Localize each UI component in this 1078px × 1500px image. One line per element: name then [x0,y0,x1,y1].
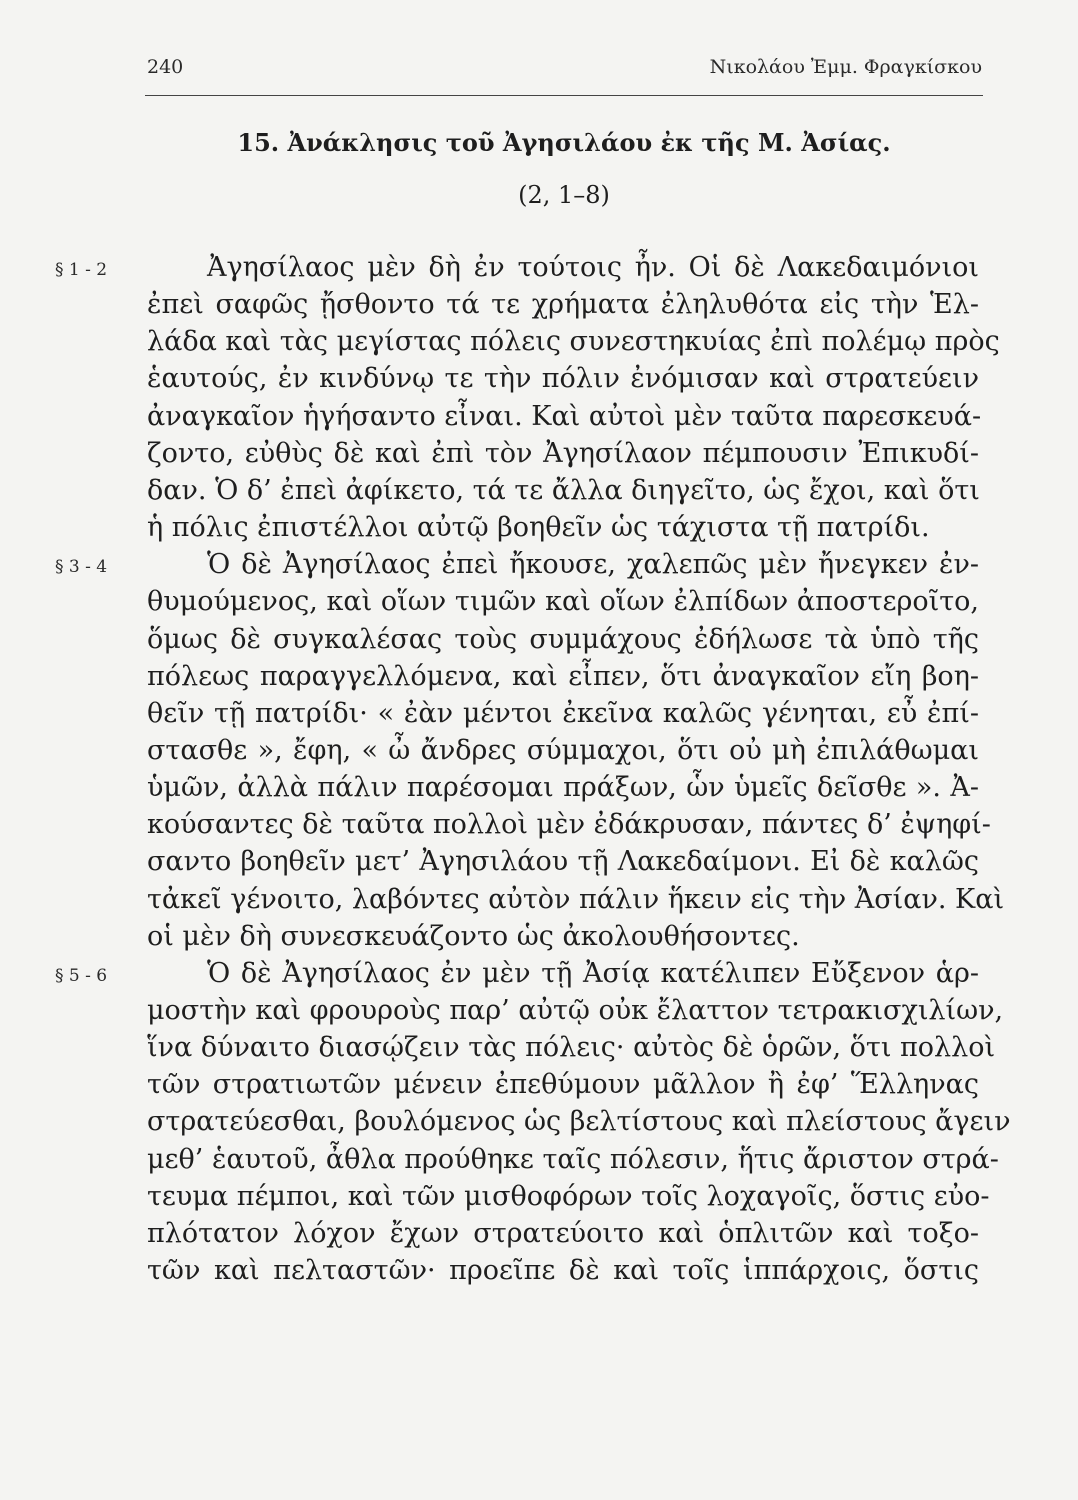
text-line: Ὁ δὲ Ἀγησίλαος ἐν μὲν τῇ Ἀσίᾳ κατέλιπεν Εὔξενον ἁρ- [207,957,979,989]
text-line: ἑαυτούς, ἐν κινδύνῳ τε τὴν πόλιν ἐνόμισαν καὶ στρατεύειν [147,363,979,395]
text-line: σαντο βοηθεῖν μετ’ Ἀγησιλάου τῇ Λακεδαίμονι. Εἰ δὲ καλῶς [147,846,979,878]
text-line: στασθε », ἔφη, « ὦ ἄνδρες σύμμαχοι, ὅτι οὐ μὴ ἐπιλάθωμαι [147,734,979,766]
text-line: τῶν στρατιωτῶν μένειν ἐπεθύμουν μᾶλλον ἢ ἐφ’ Ἕλληνας [147,1069,979,1101]
text-line: Ὁ δὲ Ἀγησίλαος ἐπεὶ ἤκουσε, χαλεπῶς μὲν ἤνεγκεν ἐν- [207,549,979,581]
text-line: τευμα πέμποι, καὶ τῶν μισθοφόρων τοῖς λοχαγοῖς, ὅστις εὐο- [147,1180,990,1212]
text-line: μοστὴν καὶ φρουροὺς παρ’ αὐτῷ οὐκ ἔλαττον τετρακισχιλίων, [147,995,1004,1026]
text-line: θυμούμενος, καὶ οἵων τιμῶν καὶ οἵων ἐλπίδων ἀποστεροῖτο, [147,586,979,618]
text-line: ἐπεὶ σαφῶς ᾔσθοντο τά τε χρήματα ἐληλυθότα εἰς τὴν Ἑλ- [147,289,979,321]
text-line: θεῖν τῇ πατρίδι· « ἐὰν μέντοι ἐκεῖνα καλῶς γένηται, εὖ ἐπί- [147,697,979,729]
text-line: κούσαντες δὲ ταῦτα πολλοὶ μὲν ἐδάκρυσαν, πάντες δ’ ἐψηφί- [147,809,991,841]
text-line: μεθ’ ἑαυτοῦ, ἆθλα προύθηκε ταῖς πόλεσιν, ἥτις ἄριστον στρά- [147,1143,999,1175]
text-line: τῶν καὶ πελταστῶν· προεῖπε δὲ καὶ τοῖς ἱππάρχοις, ὅστις [147,1255,979,1287]
text-line: πόλεως παραγγελλόμενα, καὶ εἶπεν, ὅτι ἀναγκαῖον εἴη βοη- [147,660,979,692]
text-line: ἀναγκαῖον ἡγήσαντο εἶναι. Καὶ αὐτοὶ μὲν ταῦτα παρεσκευά- [147,400,982,432]
text-line: πλότατον λόχον ἔχων στρατεύοιτο καὶ ὁπλιτῶν καὶ τοξο- [147,1217,979,1249]
text-line: τἀκεῖ γένοιτο, λαβόντες αὐτὸν πάλιν ἥκειν εἰς τὴν Ἀσίαν. Καὶ [147,883,1005,915]
page-number: 240 [147,56,184,78]
text-line: δαν. Ὁ δ’ ἐπεὶ ἀφίκετο, τά τε ἄλλα διηγεῖτο, ὡς ἔχοι, καὶ ὅτι [147,474,980,506]
section-reference: (2, 1–8) [518,181,610,209]
header-rule [145,95,983,96]
text-line: ἵνα δύναιτο διασῴζειν τὰς πόλεις· αὐτὸς δὲ ὁρῶν, ὅτι πολλοὶ [147,1032,996,1064]
text-line: οἱ μὲν δὴ συνεσκευάζοντο ὡς ἀκολουθήσοντες. [147,920,800,952]
paragraph-marker: § 3 - 4 [55,557,108,578]
running-head-author: Νικολάου Ἐμμ. Φραγκίσκου [709,56,982,78]
text-line: ὑμῶν, ἀλλὰ πάλιν παρέσομαι πράξων, ὧν ὑμεῖς δεῖσθε ». Ἀ- [147,772,979,804]
text-line: Ἀγησίλαος μὲν δὴ ἐν τούτοις ἦν. Οἱ δὲ Λακεδαιμόνιοι [207,252,979,283]
section-title: 15. Ἀνάκλησις τοῦ Ἀγησιλάου ἐκ τῆς Μ. Ἀσίας. [237,128,891,157]
paragraph-marker: § 5 - 6 [55,965,108,986]
paragraph-marker: § 1 - 2 [55,260,108,280]
text-line: λάδα καὶ τὰς μεγίστας πόλεις συνεστηκυίας ἐπὶ πολέμῳ πρὸς [147,326,1000,358]
text-line: ὅμως δὲ συγκαλέσας τοὺς συμμάχους ἐδήλωσε τὰ ὑπὸ τῆς [147,623,979,655]
text-line: ζοντο, εὐθὺς δὲ καὶ ἐπὶ τὸν Ἀγησίλαον πέμπουσιν Ἐπικυδί- [147,437,979,469]
text-line: στρατεύεσθαι, βουλόμενος ὡς βελτίστους καὶ πλείστους ἄγειν [147,1106,1011,1138]
text-line: ἡ πόλις ἐπιστέλλοι αὐτῷ βοηθεῖν ὡς τάχιστα τῇ πατρίδι. [147,512,930,544]
